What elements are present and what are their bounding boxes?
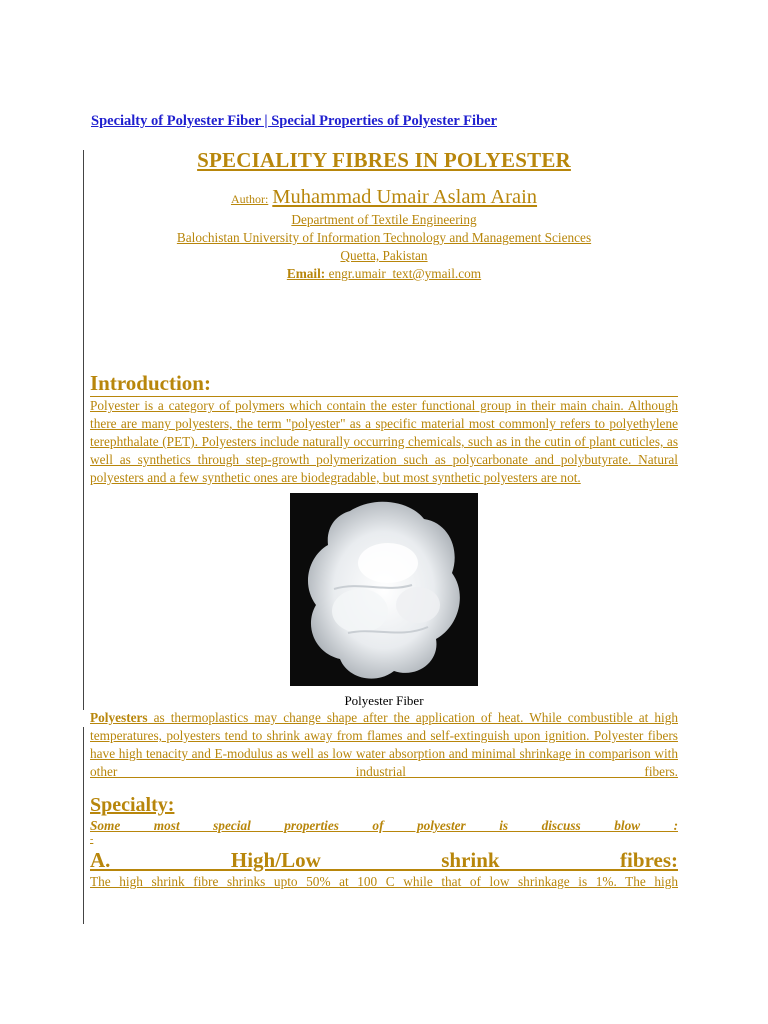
section-a-heading: A. High/Low shrink fibres: [90, 848, 678, 872]
polyester-fiber-image [290, 493, 478, 686]
author-name: Muhammad Umair Aslam Arain [272, 186, 538, 208]
author-line [90, 185, 678, 211]
specialty-subtitle: Some most special properties of polyester is discuss blow : [90, 818, 678, 833]
left-margin-rule-lower [83, 727, 84, 924]
figure-caption: Polyester Fiber [344, 693, 424, 708]
document-body [90, 148, 678, 891]
polyester-paragraph [90, 709, 678, 781]
intro-paragraph: Polyester is a category of polymers which contain the ester functional group in their main chain. Although there are many polyesters, the term "polyester" as a specific material most commonly refers to polyethylene terephthalate (PET). Polyesters include naturally occurring chemicals, such as in the cutin of plant cuticles, as well as synthetics through step-growth polymerization such as polycarbonate and polybutyrate. Natural polyesters and a few synthetic ones are biodegradable, but most synthetic polyesters are not. [90, 398, 678, 485]
polyester-paragraph-text: as thermoplastics may change shape after the application of heat. While combustible at high temperatures, polyesters tend to shrink away from flames and self-extinguish upon ignition. Polyester fibers have high tenacity and E-modulus as well as low water absorption and minimal shrinkage in comparison with other industrial fibers. [90, 710, 678, 779]
specialty-heading: Specialty: [90, 794, 175, 816]
author-label: Author: [230, 192, 269, 206]
email-line [90, 265, 678, 283]
section-a-paragraph: The high shrink fibre shrinks upto 50% at 100 C while that of low shrinkage is 1%. The high [90, 874, 678, 889]
department: Department of Textile Engineering [291, 212, 477, 227]
left-margin-rule [83, 150, 84, 710]
top-article-link[interactable]: Specialty of Polyester Fiber | Special Properties of Polyester Fiber [91, 113, 498, 129]
email-label: Email: [286, 266, 326, 281]
email-address[interactable]: engr.umair_text@ymail.com [328, 266, 482, 281]
introduction-heading: Introduction: [90, 371, 678, 397]
university: Balochistan University of Information Technology and Management Sciences [176, 230, 592, 245]
document-title: SPECIALITY FIBRES IN POLYESTER [197, 148, 571, 172]
polyesters-lead: Polyesters [90, 710, 148, 725]
location: Quetta, Pakistan [340, 248, 428, 263]
list-marker: - [90, 834, 94, 845]
figure [90, 493, 678, 709]
